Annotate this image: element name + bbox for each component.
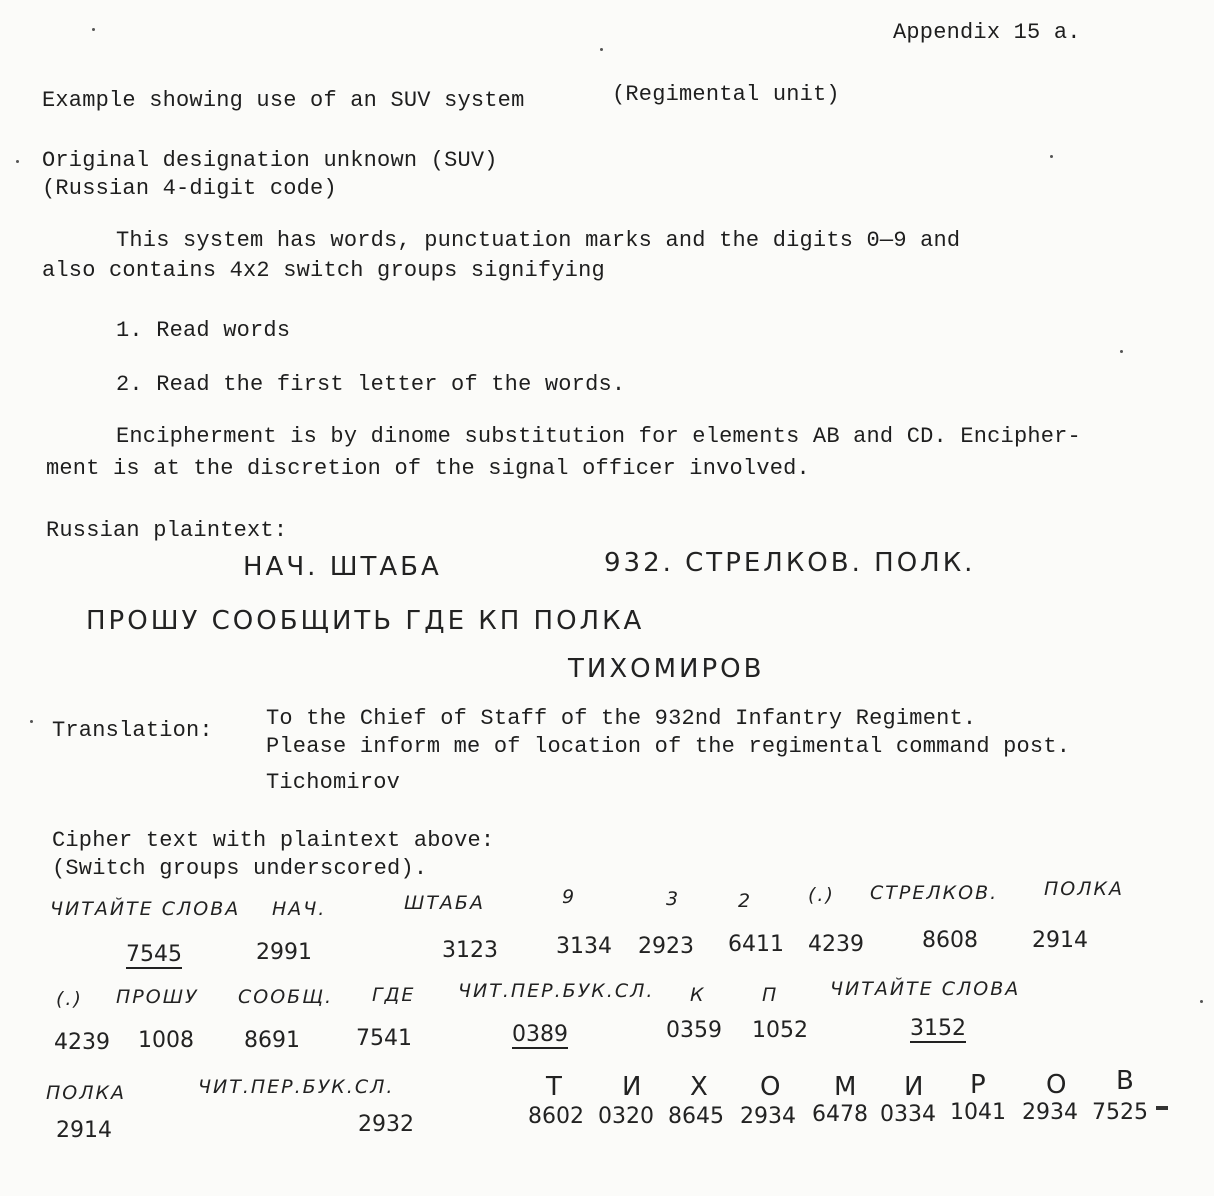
intro-line-1: This system has words, punctuation marks and the digits 0—9 and <box>116 228 961 253</box>
encipherment-line-1: Encipherment is by dinome substitution for elements AB and CD. Encipher- <box>116 424 1081 449</box>
appendix-label: Appendix 15 a. <box>893 20 1081 45</box>
translation-label: Translation: <box>52 718 213 743</box>
speck <box>16 160 19 163</box>
plaintext-line-1a: НАЧ. ШТАБА <box>243 552 442 582</box>
cipher-code: 8608 <box>922 928 978 953</box>
cipher-plain: ГДЕ <box>372 984 416 1006</box>
cipher-code: 0320 <box>598 1104 654 1129</box>
cipher-code-switch: 0389 <box>512 1022 568 1047</box>
trailing-dash <box>1156 1106 1168 1110</box>
speck <box>30 720 33 723</box>
page-title: Example showing use of an SUV system <box>42 88 525 113</box>
cipher-code: 6411 <box>728 932 784 957</box>
cipher-plain: ПОЛКА <box>1044 878 1125 900</box>
cipher-code: 4239 <box>808 932 864 957</box>
cipher-plain: О <box>760 1072 784 1102</box>
list-item: 2. Read the first letter of the words. <box>116 372 626 397</box>
cipher-plain: ЧИТАЙТЕ СЛОВА <box>50 898 241 920</box>
cipher-plain: К <box>690 984 706 1006</box>
cipher-plain: Р <box>970 1070 989 1100</box>
cipher-code: 1052 <box>752 1018 808 1043</box>
cipher-code: 3134 <box>556 934 612 959</box>
cipher-code: 7525 <box>1092 1100 1148 1125</box>
cipher-plain: ПРОШУ <box>116 986 199 1008</box>
cipher-plain: ЧИТАЙТЕ СЛОВА <box>830 978 1021 1000</box>
cipher-plain: ЧИТ.ПЕР.БУК.СЛ. <box>458 980 655 1002</box>
cipher-plain: ПОЛКА <box>46 1082 127 1104</box>
cipher-code: 4239 <box>54 1030 110 1055</box>
encipherment-line-2: ment is at the discretion of the signal officer involved. <box>46 456 810 481</box>
cipher-code: 2934 <box>740 1104 796 1129</box>
cipher-code: 0359 <box>666 1018 722 1043</box>
cipher-plain: НАЧ. <box>272 898 327 920</box>
cipher-code: 2923 <box>638 934 694 959</box>
cipher-plain: 2 <box>738 890 753 912</box>
cipher-code: 0334 <box>880 1102 936 1127</box>
cipher-code: 7541 <box>356 1026 412 1051</box>
plaintext-line-2: ПРОШУ СООБЩИТЬ ГДЕ КП ПОЛКА <box>86 606 645 636</box>
speck <box>1120 350 1123 353</box>
cipher-plain: ЧИТ.ПЕР.БУК.СЛ. <box>198 1076 395 1098</box>
cipher-plain: (.) <box>808 884 835 906</box>
cipher-plain: И <box>904 1072 927 1102</box>
cipher-code-switch: 3152 <box>910 1016 966 1041</box>
cipher-plain: М <box>834 1072 860 1102</box>
translation-line-1: To the Chief of Staff of the 932nd Infantry Regiment. <box>266 706 977 731</box>
cipher-plain: И <box>622 1072 645 1102</box>
speck <box>1050 155 1053 158</box>
cipher-code: 1041 <box>950 1100 1006 1125</box>
plaintext-label: Russian plaintext: <box>46 518 288 543</box>
list-item: 1. Read words <box>116 318 291 343</box>
translation-line-2: Please inform me of location of the regimental command post. <box>266 734 1071 759</box>
intro-line-2: also contains 4x2 switch groups signifying <box>42 258 605 283</box>
cipher-code: 2914 <box>56 1118 112 1143</box>
cipher-code: 2934 <box>1022 1100 1078 1125</box>
cipher-code: 8691 <box>244 1028 300 1053</box>
cipher-plain: П <box>762 984 779 1006</box>
cipher-plain: 3 <box>666 888 681 910</box>
cipher-code: 8645 <box>668 1104 724 1129</box>
cipher-plain: О <box>1046 1070 1070 1100</box>
translation-line-3: Tichomirov <box>266 770 401 795</box>
cipher-code-switch: 7545 <box>126 942 182 967</box>
cipher-heading-2: (Switch groups underscored). <box>52 856 428 881</box>
cipher-heading-1: Cipher text with plaintext above: <box>52 828 495 853</box>
cipher-code: 2914 <box>1032 928 1088 953</box>
cipher-code: 2932 <box>358 1112 414 1137</box>
cipher-code: 1008 <box>138 1028 194 1053</box>
cipher-code: 3123 <box>442 938 498 963</box>
cipher-plain: (.) <box>56 988 83 1010</box>
cipher-code: 2991 <box>256 940 312 965</box>
cipher-plain: В <box>1116 1066 1137 1096</box>
cipher-plain: Х <box>690 1072 711 1102</box>
designation-line-1: Original designation unknown (SUV) <box>42 148 498 173</box>
cipher-plain: СТРЕЛКОВ. <box>870 882 999 904</box>
speck <box>92 28 95 31</box>
cipher-plain: СООБЩ. <box>238 986 334 1008</box>
plaintext-line-1b: 932. СТРЕЛКОВ. ПОЛК. <box>604 548 976 578</box>
plaintext-line-3: ТИХОМИРОВ <box>568 654 765 684</box>
cipher-plain: Т <box>546 1072 565 1102</box>
cipher-plain: 9 <box>562 886 577 908</box>
cipher-code: 8602 <box>528 1104 584 1129</box>
cipher-plain: ШТАБА <box>404 892 485 914</box>
designation-line-2: (Russian 4-digit code) <box>42 176 337 201</box>
cipher-code: 6478 <box>812 1102 868 1127</box>
speck <box>600 48 603 51</box>
title-unit: (Regimental unit) <box>612 82 840 107</box>
speck <box>1200 1000 1203 1003</box>
